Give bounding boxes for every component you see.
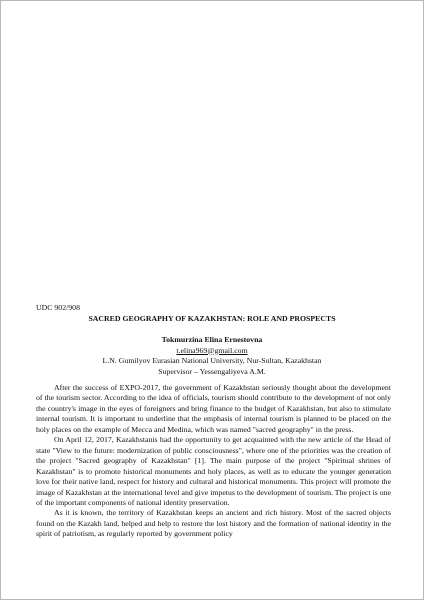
article-body	[36, 383, 391, 540]
body-paragraph-2: On April 12, 2017, Kazakhstanis had the opportunity to get acquainted with the new article of the Head of state "View to the future: modernization of public consciousness", where one of the priorities was the creation of the project "Sacred geography of Kazakhstan" [1]. The main purpose of the project "Spiritual shrines of Kazakhstan" is to promote historical monuments and holy places, as well as to educate the younger generation love for their native land, respect for history and cultural and historical monuments. This project will promote the image of Kazakhstan at the international level and give impetus to the development of tourism. The project is one of the important components of national identity preservation.	[36, 435, 391, 507]
body-paragraph-3: As it is known, the territory of Kazakhstan keeps an ancient and rich history. Most of the sacred objects found on the Kazakh land, helped and help to restore the lost history and the formation of national identity in the spirit of patriotism, as regularly reported by government policy	[36, 508, 391, 539]
author-name: Tokmurzina Elina Ernestovna	[161, 335, 263, 344]
author-supervisor: Supervisor – Yessengaliyeva A.M.	[158, 366, 266, 376]
author-email[interactable]: t.elina969@gmail.com	[176, 345, 248, 355]
body-paragraph-1: After the success of EXPO-2017, the government of Kazakhstan seriously thought about the development of the tourism sector. According to the idea of officials, tourism should contribute to the development of not only the country's image in the eyes of foreigners and bring finance to the budget of Kazakhstan, but also to stimulate internal tourism. It is important to underline that the emphasis of internal tourism is planned to be placed on the holy places on the example of Mecca and Medina, which was named "sacred geography" in the press.	[36, 383, 391, 434]
author-affiliation: L.N. Gumilyov Eurasian National University, Nur-Sultan, Kazakhstan	[102, 356, 322, 365]
udc-code: UDC 902/908	[36, 303, 80, 312]
author-block	[1, 335, 423, 377]
article-title: SACRED GEOGRAPHY OF KAZAKHSTAN: ROLE AND PROSPECTS	[88, 314, 336, 323]
